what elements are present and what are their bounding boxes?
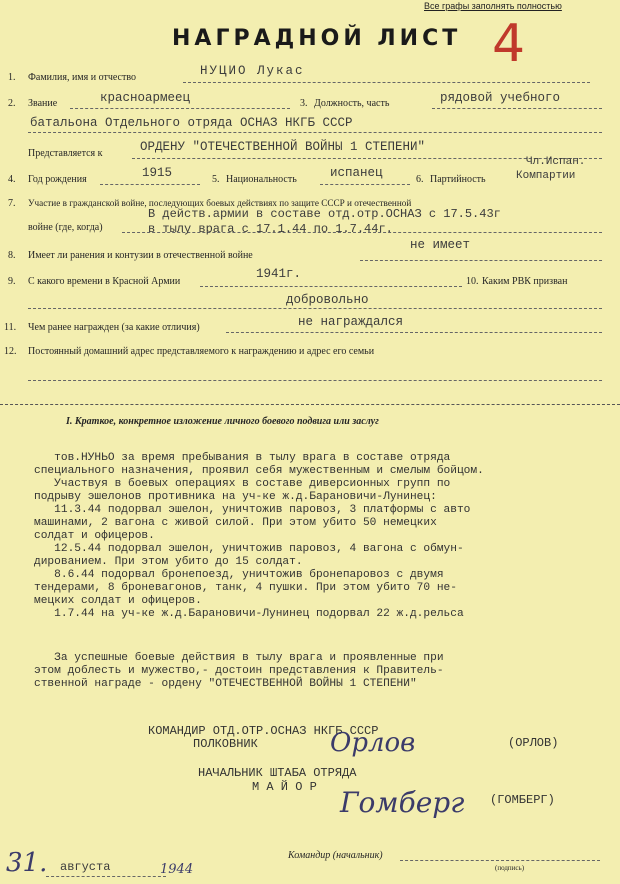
chief-of-staff-title: НАЧАЛЬНИК ШТАБА ОТРЯДА: [198, 766, 357, 780]
field-8-value: не имеет: [410, 238, 471, 252]
commander-rank: ПОЛКОВНИК: [193, 737, 258, 751]
section-heading: I. Краткое, конкретное изложение личного боевого подвига или заслуг: [66, 416, 379, 427]
closing-line-1: За успешные боевые действия в тылу врага и проявленные при: [34, 652, 444, 664]
feat-line-13: 1.7.44 на уч-ке ж.д.Барановичи-Лунинец подорвал 22 ж.д.рельса: [34, 608, 464, 620]
presented-label: Представляется к: [28, 148, 103, 159]
feat-line-6: машинами, 2 вагона с живой силой. При этом убито 50 немецких: [34, 517, 437, 529]
field-3-label: Должность, часть: [314, 98, 390, 109]
closing-line-2: этом доблесть и мужество,- достоин представления к Правитель-: [34, 665, 444, 677]
field-4-label: Год рождения: [28, 174, 87, 185]
field-11-number: 11.: [4, 322, 17, 333]
field-10-value: добровольно: [286, 293, 369, 307]
field-7-value-line1: В действ.армии в составе отд.отр.ОСНАЗ с 17.5.43г: [148, 207, 501, 221]
feat-line-1: тов.НУНЬО за время пребывания в тылу врага в составе отряда: [34, 452, 451, 464]
field-5-value: испанец: [330, 166, 383, 180]
field-8-label: Имеет ли ранения и контузии в отечественной войне: [28, 250, 253, 261]
feat-line-10: 8.6.44 подорвал бронепоезд, уничтожив бронепаровоз с двумя: [34, 569, 444, 581]
field-8-number: 8.: [8, 250, 16, 261]
field-7-label-line1: Участие в гражданской войне, последующих боевых действиях по защите СССР и отечественной: [28, 198, 412, 208]
field-4-value: 1915: [142, 166, 173, 180]
field-11-label: Чем ранее награжден (за какие отличия): [28, 322, 200, 333]
feat-line-4: подрыву эшелонов противника на уч-ке ж.д.Барановичи-Лунинец:: [34, 491, 437, 503]
footer-day: 31.: [6, 848, 48, 878]
field-6-number: 6.: [416, 174, 424, 185]
field-7-label-line2: войне (где, когда): [28, 222, 103, 233]
field-2-label: Звание: [28, 98, 58, 109]
chief-of-staff-signature: Гомберг: [340, 786, 465, 819]
footer-month: августа: [60, 860, 111, 874]
field-6-value-line1: Чл.Испан.: [526, 156, 586, 168]
closing-line-3: ственной награде - ордену "ОТЕЧЕСТВЕННОЙ ВОЙНЫ 1 СТЕПЕНИ": [34, 678, 417, 690]
field-3-continuation: батальона Отдельного отряда ОСНАЗ НКГБ СССР: [30, 116, 353, 130]
commander-signature: Орлов: [330, 728, 416, 758]
field-5-number: 5.: [212, 174, 220, 185]
document-title: НАГРАДНОЙ ЛИСТ: [172, 26, 462, 51]
feat-line-3: Участвуя в боевых операциях в составе диверсионных групп по: [34, 478, 451, 490]
feat-line-2: специального назначения, проявил себя мужественным и смелым бойцом.: [34, 465, 484, 477]
field-2-number: 2.: [8, 98, 16, 109]
feat-line-5: 11.3.44 подорвал эшелон, уничтожив паровоз, 3 платформы с авто: [34, 504, 471, 516]
chief-of-staff-rank: М А Й О Р: [252, 780, 317, 794]
field-4-number: 4.: [8, 174, 16, 185]
field-7-number: 7.: [8, 198, 16, 209]
field-9-value: 1941г.: [256, 267, 302, 281]
field-9-label: С какого времени в Красной Армии: [28, 276, 181, 287]
field-6-value-line2: Компартии: [516, 170, 576, 182]
feat-line-7: солдат и офицеров.: [34, 530, 155, 542]
field-3-number: 3.: [300, 98, 308, 109]
top-note: Все графы заполнять полностью: [424, 1, 562, 11]
red-handwritten-mark: 4: [492, 14, 526, 74]
field-12-label: Постоянный домашний адрес представляемого к награждению и адрес его семьи: [28, 346, 375, 357]
field-6-label: Партийность: [430, 174, 486, 185]
field-7-value-line2: в тылу врага с 17.1.44 по 1.7.44г.: [148, 222, 393, 236]
field-3-value: рядовой учебного: [440, 91, 561, 105]
footer-commander-label: Командир (начальник): [288, 850, 383, 861]
footer-year: 1944: [160, 862, 194, 877]
feat-line-11: тендерами, 8 броневагонов, танк, 4 пушки. При этом убито 70 не-: [34, 582, 457, 594]
feat-line-8: 12.5.44 подорвал эшелон, уничтожив паровоз, 4 вагона с обмун-: [34, 543, 464, 555]
field-2-value: красноармеец: [100, 91, 191, 105]
commander-name: (ОРЛОВ): [508, 736, 559, 750]
feat-line-9: дированием. При этом убито до 15 солдат.: [34, 556, 303, 568]
footer-signature-label: (подпись): [495, 864, 525, 872]
feat-line-12: мецких солдат и офицеров.: [34, 595, 202, 607]
presented-value: ОРДЕНУ "ОТЕЧЕСТВЕННОЙ ВОЙНЫ 1 СТЕПЕНИ": [140, 140, 426, 154]
feat-description: [34, 452, 484, 621]
field-9-number: 9.: [8, 276, 16, 287]
commander-title: КОМАНДИР ОТД.ОТР.ОСНАЗ НКГБ СССР: [148, 724, 379, 738]
field-12-number: 12.: [4, 346, 17, 357]
field-1-value: НУЦИО Лукас: [200, 64, 305, 78]
chief-of-staff-name: (ГОМБЕРГ): [490, 793, 555, 807]
field-10-number: 10.: [466, 276, 479, 287]
field-10-label: Каким РВК призван: [482, 276, 568, 287]
field-11-value: не награждался: [298, 315, 404, 329]
closing-recommendation: [34, 652, 444, 691]
field-1-number: 1.: [8, 72, 16, 83]
field-1-label: Фамилия, имя и отчество: [28, 72, 137, 83]
field-5-label: Национальность: [226, 174, 297, 185]
